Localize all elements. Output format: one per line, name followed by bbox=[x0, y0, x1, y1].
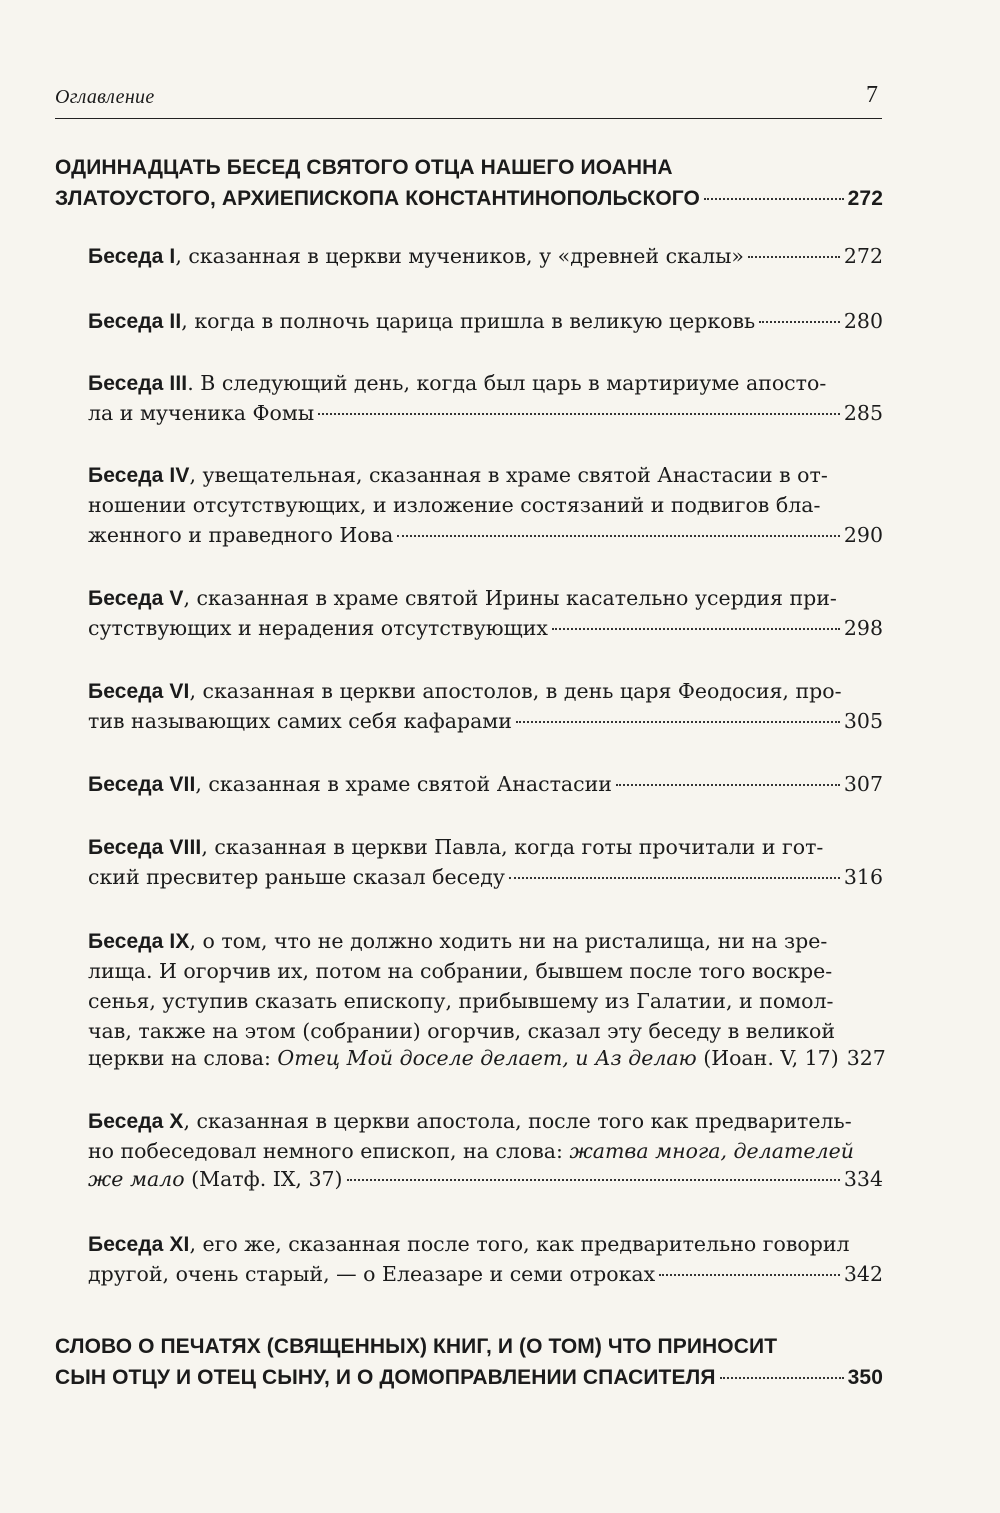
page-ref: 327 bbox=[846, 1046, 886, 1070]
toc-entry[interactable] bbox=[88, 864, 883, 890]
dot-leader bbox=[318, 413, 840, 415]
page-ref: 305 bbox=[843, 709, 883, 733]
dot-leader bbox=[552, 628, 840, 630]
page-ref: 285 bbox=[843, 401, 883, 425]
toc-entry[interactable] bbox=[88, 308, 883, 335]
section-heading-entry[interactable] bbox=[55, 186, 883, 212]
entry-text: , сказанная в храме святой Ирины касательно усердия при- bbox=[183, 586, 837, 610]
entry-label: Беседа VII bbox=[88, 773, 196, 796]
toc-entry-line: чав, также на этом (собрании) огорчив, сказал эту беседу в великой bbox=[88, 1019, 835, 1043]
dot-leader bbox=[397, 535, 840, 537]
page-ref: 298 bbox=[843, 616, 883, 640]
entry-quote: же мало bbox=[88, 1167, 185, 1191]
toc-entry[interactable] bbox=[88, 1261, 883, 1287]
toc-entry[interactable] bbox=[88, 708, 883, 734]
entry-text: другой, очень старый, — о Елеазаре и семи отроках bbox=[88, 1262, 656, 1286]
page-ref: 272 bbox=[847, 187, 883, 210]
page-ref: 272 bbox=[843, 244, 883, 268]
entry-quote: Отец Мой доселе делает, и Аз делаю bbox=[277, 1046, 697, 1070]
section-heading-line: СЛОВО О ПЕЧАТЯХ (СВЯЩЕННЫХ) КНИГ, И (О ТОМ) ЧТО ПРИНОСИТ bbox=[55, 1335, 778, 1358]
dot-leader bbox=[347, 1179, 840, 1181]
dot-leader bbox=[659, 1274, 840, 1276]
entry-label: Беседа XI bbox=[88, 1233, 190, 1256]
toc-entry-line: ношении отсутствующих, и изложение состязаний и подвигов бла- bbox=[88, 493, 821, 517]
entry-label: Беседа VIII bbox=[88, 836, 202, 859]
entry-text: но побеседовал немного епископ, на слова: bbox=[88, 1139, 570, 1163]
toc-entry-line bbox=[88, 1138, 854, 1164]
dot-leader bbox=[509, 877, 840, 879]
page-ref: 342 bbox=[843, 1262, 883, 1286]
section-heading-entry[interactable] bbox=[55, 1365, 883, 1391]
page-number: 7 bbox=[866, 82, 878, 108]
page-ref: 280 bbox=[843, 309, 883, 333]
entry-label: Беседа III bbox=[88, 372, 188, 395]
toc-entry[interactable] bbox=[88, 615, 883, 641]
toc-entry[interactable] bbox=[88, 243, 883, 270]
dot-leader bbox=[720, 1377, 844, 1379]
dot-leader bbox=[748, 256, 840, 258]
entry-text: ский пресвитер раньше сказал беседу bbox=[88, 865, 505, 889]
entry-text: . В следующий день, когда был царь в мартириуме апосто- bbox=[187, 371, 827, 395]
toc-entry-line: сенья, уступив сказать епископу, прибывшему из Галатии, и помол- bbox=[88, 989, 834, 1013]
section-heading-line: СЫН ОТЦУ И ОТЕЦ СЫНУ, И О ДОМОПРАВЛЕНИИ СПАСИТЕЛЯ bbox=[55, 1366, 716, 1389]
entry-label: Беседа IX bbox=[88, 930, 190, 953]
entry-text: тив называющих самих себя кафарами bbox=[88, 709, 512, 733]
toc-entry[interactable] bbox=[88, 1045, 886, 1071]
running-title: Оглавление bbox=[55, 86, 155, 108]
page-ref: 316 bbox=[843, 865, 883, 889]
entry-text: сутствующих и нерадения отсутствующих bbox=[88, 616, 548, 640]
toc-entry[interactable] bbox=[88, 771, 883, 798]
entry-text: , сказанная в церкви апостолов, в день царя Феодосия, про- bbox=[189, 679, 842, 703]
toc-entry-line bbox=[88, 834, 823, 861]
entry-text: , сказанная в церкви мучеников, у «древней скалы» bbox=[175, 244, 744, 268]
toc-entry-line bbox=[88, 928, 827, 955]
page-ref: 307 bbox=[843, 772, 883, 796]
toc-entry-line bbox=[88, 585, 837, 612]
page-ref: 290 bbox=[843, 523, 883, 547]
page-ref: 350 bbox=[847, 1366, 883, 1389]
entry-text: церкви на слова: bbox=[88, 1046, 278, 1070]
page-ref: 334 bbox=[843, 1167, 883, 1191]
section-heading-line: ЗЛАТОУСТОГО, АРХИЕПИСКОПА КОНСТАНТИНОПОЛЬСКОГО bbox=[55, 187, 700, 210]
entry-text: (Иоан. V, 17) bbox=[696, 1046, 839, 1070]
entry-text: , увещательная, сказанная в храме святой Анастасии в от- bbox=[189, 463, 828, 487]
toc-entry-line bbox=[88, 370, 826, 397]
entry-label: Беседа X bbox=[88, 1110, 184, 1133]
dot-leader bbox=[516, 721, 840, 723]
dot-leader bbox=[759, 321, 840, 323]
entry-text: , о том, что не должно ходить ни на ристалища, ни на зре- bbox=[189, 929, 828, 953]
toc-entry-line: лища. И огорчив их, потом на собрании, бывшем после того воскре- bbox=[88, 959, 833, 983]
toc-entry[interactable] bbox=[88, 1166, 883, 1192]
toc-entry-line bbox=[88, 1231, 850, 1258]
toc-entry[interactable] bbox=[88, 400, 883, 426]
dot-leader bbox=[616, 784, 840, 786]
entry-label: Беседа V bbox=[88, 587, 184, 610]
entry-text: (Матф. IX, 37) bbox=[184, 1167, 343, 1191]
entry-text: , сказанная в церкви апостола, после того как предваритель- bbox=[183, 1109, 852, 1133]
toc-entry-line bbox=[88, 462, 828, 489]
entry-label: Беседа II bbox=[88, 310, 182, 333]
section-heading-line: ОДИННАДЦАТЬ БЕСЕД СВЯТОГО ОТЦА НАШЕГО ИОАННА bbox=[55, 156, 673, 179]
entry-quote: жатва многа, делателей bbox=[569, 1139, 854, 1163]
entry-label: Беседа IV bbox=[88, 464, 190, 487]
entry-text: ла и мученика Фомы bbox=[88, 401, 315, 425]
toc-entry-line bbox=[88, 678, 842, 705]
entry-label: Беседа VI bbox=[88, 680, 190, 703]
entry-text: , сказанная в храме святой Анастасии bbox=[195, 772, 612, 796]
entry-text: , его же, сказанная после того, как предварительно говорил bbox=[189, 1232, 850, 1256]
toc-entry[interactable] bbox=[88, 522, 883, 548]
toc-entry-line bbox=[88, 1108, 852, 1135]
entry-label: Беседа I bbox=[88, 245, 176, 268]
entry-text: женного и праведного Иова bbox=[88, 523, 394, 547]
dot-leader bbox=[704, 198, 844, 200]
entry-text: , сказанная в церкви Павла, когда готы прочитали и гот- bbox=[201, 835, 824, 859]
entry-text: , когда в полночь царица пришла в великую церковь bbox=[181, 309, 756, 333]
running-header bbox=[55, 78, 882, 119]
